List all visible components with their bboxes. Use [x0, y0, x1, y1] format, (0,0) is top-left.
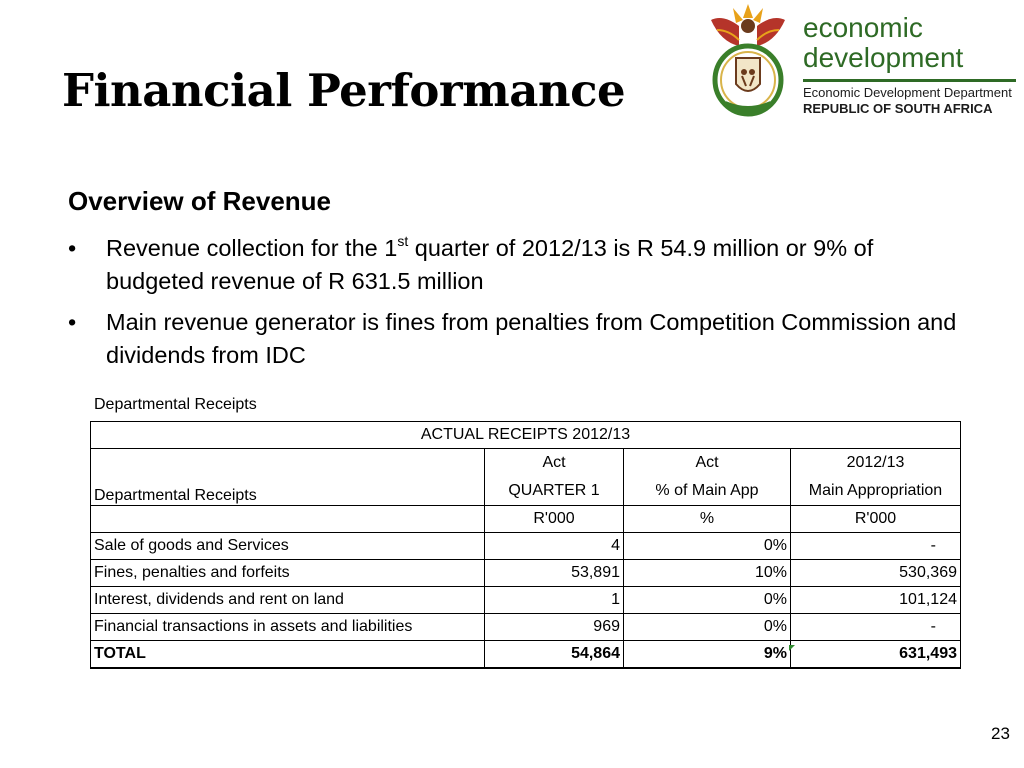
bullet-text-post: quarter of 2012/13 is R 54.9 million or 9% of budgeted revenue of R 631.5 million: [106, 235, 874, 294]
row-appropriation: 101,124: [791, 587, 961, 614]
units-appropriation: R'000: [791, 506, 961, 533]
row-quarter1: 1: [485, 587, 624, 614]
slide-title: Financial Performance: [62, 64, 626, 117]
logo-divider: [803, 79, 1016, 82]
row-label: Financial transactions in assets and liabilities: [91, 614, 485, 641]
table-row: [91, 560, 961, 587]
logo-department-name: Economic Development Department: [803, 85, 1012, 100]
row-label: Interest, dividends and rent on land: [91, 587, 485, 614]
section-heading: Overview of Revenue: [68, 186, 331, 216]
header-pct-bottom: % of Main App: [655, 482, 759, 499]
header-pct-main-app: [624, 449, 791, 506]
bullet-text-pre: Revenue collection for the 1: [106, 235, 398, 261]
bullet-text: Main revenue generator is fines from penalties from Competition Commission and dividends from IDC: [106, 309, 957, 368]
table-row: [91, 614, 961, 641]
bullet-item-generator: [68, 306, 968, 372]
table-units-row: [91, 506, 961, 533]
header-main-appropriation: [791, 449, 961, 506]
row-quarter1: 4: [485, 533, 624, 560]
total-appropriation: 631,493: [791, 641, 961, 668]
receipts-table: [90, 421, 961, 669]
table-total-row: [91, 641, 961, 668]
logo-word-development: development: [803, 42, 964, 73]
table-row: [91, 533, 961, 560]
header-app-bottom: Main Appropriation: [808, 482, 943, 499]
row-pct: 0%: [624, 587, 791, 614]
logo-word-economic: economic: [803, 12, 923, 43]
units-blank: [91, 506, 485, 533]
bullet-marker: •: [68, 235, 77, 261]
page-number: 23: [991, 724, 1010, 743]
row-quarter1: 53,891: [485, 560, 624, 587]
bullet-list: [68, 232, 968, 380]
bullet-text-superscript: st: [397, 233, 409, 249]
cell-comment-marker-icon: [789, 645, 795, 651]
table-banner-row: [91, 422, 961, 449]
total-quarter1: 54,864: [485, 641, 624, 668]
table-banner: ACTUAL RECEIPTS 2012/13: [91, 422, 961, 449]
header-quarter1: [485, 449, 624, 506]
table-header-row: [91, 449, 961, 506]
row-label: Sale of goods and Services: [91, 533, 485, 560]
table-row: [91, 587, 961, 614]
row-pct: 0%: [624, 533, 791, 560]
total-pct: 9%: [624, 641, 791, 668]
row-pct: 0%: [624, 614, 791, 641]
row-appropriation: 530,369: [791, 560, 961, 587]
coat-of-arms-icon: [703, 0, 793, 118]
row-pct: 10%: [624, 560, 791, 587]
header-pct-top: Act: [695, 454, 719, 471]
row-appropriation: -: [791, 614, 961, 641]
header-app-top: 2012/13: [846, 454, 905, 471]
row-quarter1: 969: [485, 614, 624, 641]
bullet-item-revenue: [68, 232, 968, 298]
units-quarter1: R'000: [485, 506, 624, 533]
header-quarter1-top: Act: [542, 454, 566, 471]
row-label: Fines, penalties and forfeits: [91, 560, 485, 587]
department-logo: [703, 0, 1023, 122]
units-pct: %: [624, 506, 791, 533]
total-label: TOTAL: [91, 641, 485, 668]
header-receipts: Departmental Receipts: [91, 449, 485, 506]
table-caption: Departmental Receipts: [94, 396, 257, 413]
bullet-marker: •: [68, 309, 77, 335]
logo-country-name: REPUBLIC OF SOUTH AFRICA: [803, 101, 993, 116]
header-quarter1-bottom: QUARTER 1: [508, 482, 600, 499]
row-appropriation: -: [791, 533, 961, 560]
